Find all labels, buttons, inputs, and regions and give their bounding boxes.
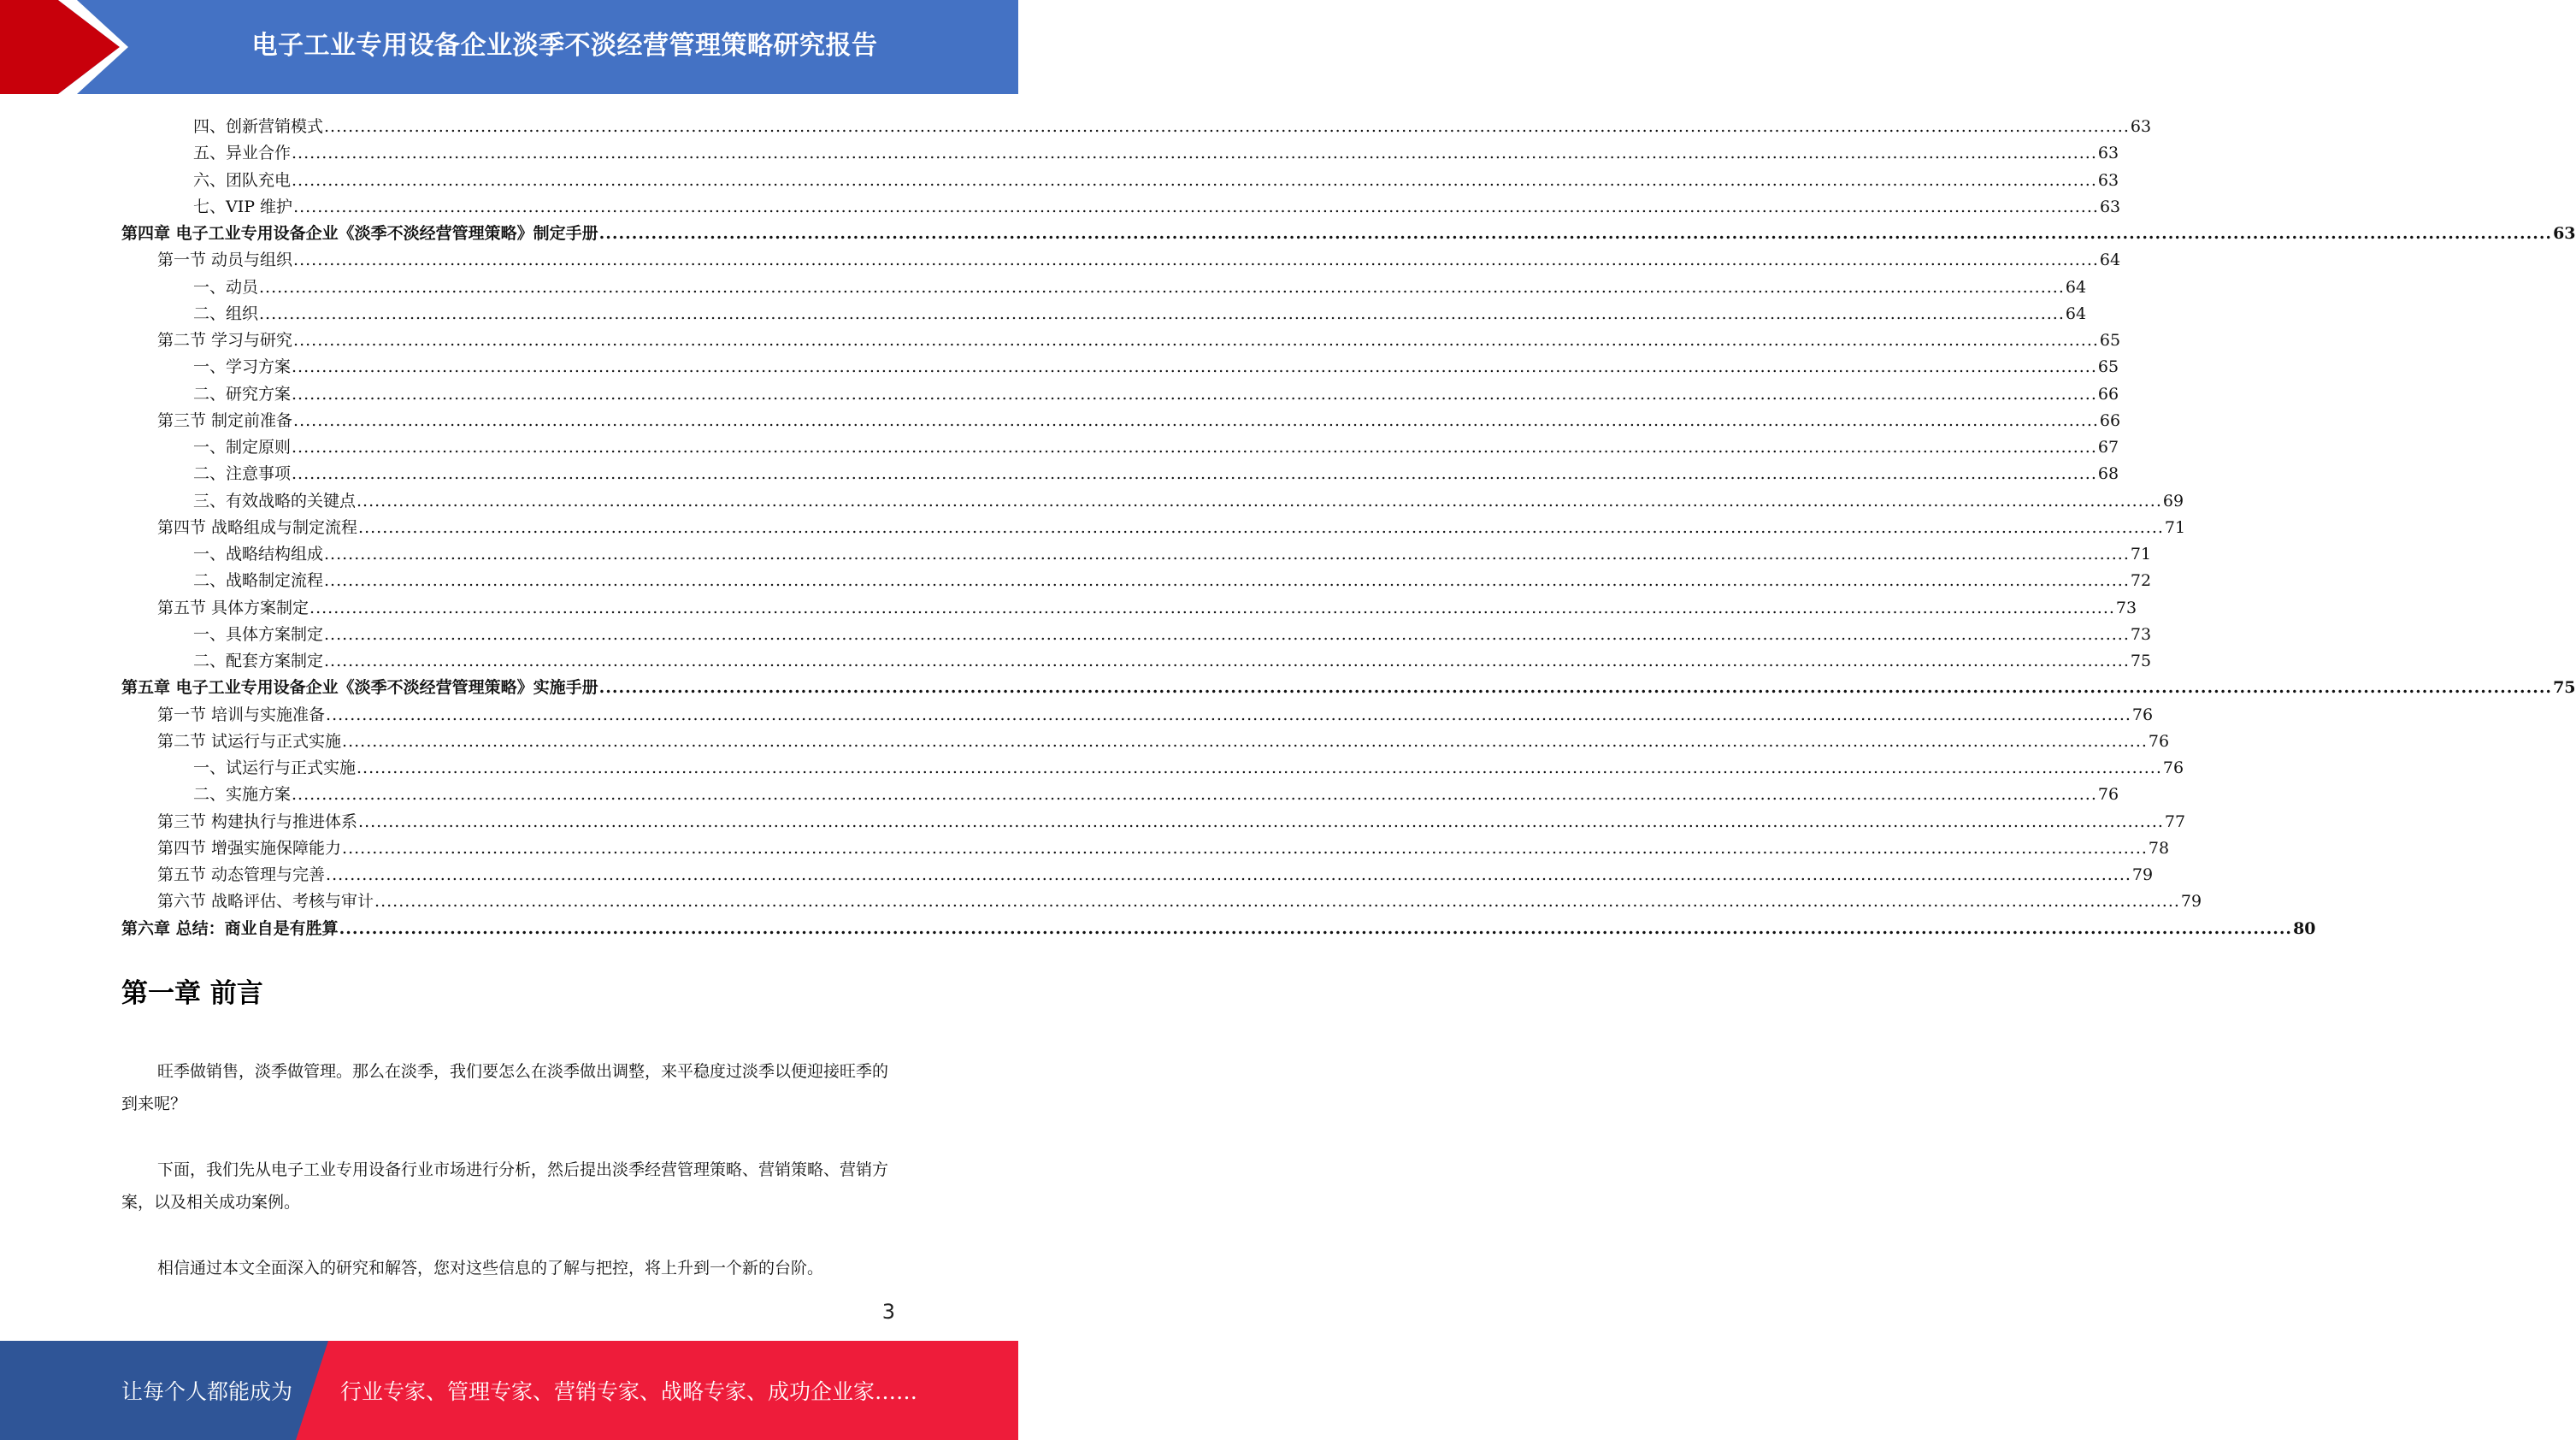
toc-subsection-entry[interactable] [193, 430, 2119, 457]
toc-subsection-entry[interactable] [193, 109, 2152, 136]
toc-dot-leader: ............................................................................................................................................................................................................................................................................................................ [293, 251, 2099, 270]
toc-page-number: 73 [2130, 624, 2152, 644]
toc-section-entry[interactable] [157, 724, 2170, 751]
toc-entry-title: 第五节 具体方案制定 [157, 598, 309, 617]
toc-dot-leader: ............................................................................................................................................................................................................................................................................................................ [357, 491, 2162, 510]
toc-subsection-entry[interactable] [193, 377, 2119, 404]
toc-subsection-entry[interactable] [193, 644, 2152, 670]
toc-page-number: 71 [2130, 545, 2152, 564]
toc-section-entry[interactable] [157, 831, 2170, 858]
toc-entry-title: 第五章 电子工业专用设备企业《淡季不淡经营管理策略》实施手册 [121, 678, 598, 698]
toc-entry-title: 七、VIP 维护 [193, 197, 293, 216]
toc-dot-leader: ............................................................................................................................................................................................................................................................................................................ [357, 758, 2162, 777]
toc-section-entry[interactable] [157, 323, 2121, 350]
toc-subsection-entry[interactable] [193, 537, 2152, 564]
toc-dot-leader: ............................................................................................................................................................................................................................................................................................................ [358, 517, 2164, 537]
toc-page-number: 79 [2131, 865, 2154, 884]
toc-dot-leader: ............................................................................................................................................................................................................................................................................................................ [292, 357, 2097, 377]
toc-dot-leader: ............................................................................................................................................................................................................................................................................................................ [292, 384, 2097, 404]
toc-entry-title: 五、异业合作 [193, 144, 292, 163]
toc-dot-leader: ............................................................................................................................................................................................................................................................................................................ [292, 438, 2097, 457]
toc-dot-leader: ............................................................................................................................................................................................................................................................................................................ [293, 410, 2099, 430]
toc-dot-leader: ............................................................................................................................................................................................................................................................................................................ [292, 464, 2097, 484]
toc-page-number: 72 [2130, 571, 2152, 591]
toc-dot-leader: ............................................................................................................................................................................................................................................................................................................ [342, 731, 2148, 751]
toc-entry-title: 第三节 构建执行与推进体系 [157, 811, 358, 831]
toc-subsection-entry[interactable] [193, 484, 2184, 510]
toc-dot-leader: ............................................................................................................................................................................................................................................................................................................ [292, 144, 2097, 163]
toc-section-entry[interactable] [157, 510, 2186, 537]
toc-section-entry[interactable] [157, 805, 2186, 831]
report-title: 电子工业专用设备企业淡季不淡经营管理策略研究报告 [251, 31, 878, 61]
toc-entry-title: 一、具体方案制定 [193, 624, 324, 644]
toc-dot-leader: ............................................................................................................................................................................................................................................................................................................ [358, 811, 2164, 831]
toc-dot-leader: ............................................................................................................................................................................................................................................................................................................ [374, 892, 2180, 912]
toc-section-entry[interactable] [157, 404, 2121, 430]
toc-subsection-entry[interactable] [193, 163, 2119, 190]
toc-entry-title: 六、团队充电 [193, 170, 292, 190]
toc-page-number: 63 [2099, 197, 2121, 216]
toc-dot-leader: ............................................................................................................................................................................................................................................................................................................ [309, 598, 2115, 617]
toc-entry-title: 二、战略制定流程 [193, 571, 324, 591]
toc-dot-leader: ............................................................................................................................................................................................................................................................................................................ [326, 705, 2131, 724]
toc-page-number: 65 [2099, 331, 2121, 350]
toc-entry-title: 一、试运行与正式实施 [193, 758, 357, 777]
toc-page-number: 73 [2115, 598, 2137, 617]
toc-page-number: 63 [2553, 224, 2576, 243]
toc-subsection-entry[interactable] [193, 617, 2152, 644]
toc-page-number: 65 [2097, 357, 2119, 377]
toc-dot-leader: ............................................................................................................................................................................................................................................................................................................ [324, 117, 2130, 136]
paragraph-3: 相信通过本文全面深入的研究和解答，您对这些信息的了解与把控，将上升到一个新的台阶。 [157, 1259, 824, 1278]
toc-page-number: 77 [2164, 811, 2186, 831]
toc-section-entry[interactable] [157, 243, 2121, 270]
toc-entry-title: 一、动员 [193, 277, 259, 297]
toc-entry-title: 二、实施方案 [193, 785, 292, 805]
toc-entry-title: 第四节 战略组成与制定流程 [157, 517, 358, 537]
toc-page-number: 76 [2097, 785, 2119, 805]
toc-dot-leader: ............................................................................................................................................................................................................................................................................................................ [598, 224, 2553, 243]
toc-chapter-entry[interactable] [121, 216, 2576, 243]
toc-page-number: 76 [2148, 731, 2170, 751]
toc-dot-leader: ............................................................................................................................................................................................................................................................................................................ [342, 838, 2148, 858]
toc-entry-title: 二、配套方案制定 [193, 652, 324, 670]
toc-page-number: 68 [2097, 464, 2119, 484]
toc-entry-title: 二、研究方案 [193, 384, 292, 404]
toc-entry-title: 第五节 动态管理与完善 [157, 865, 326, 884]
toc-entry-title: 一、战略结构组成 [193, 545, 324, 564]
toc-subsection-entry[interactable] [193, 564, 2152, 591]
toc-dot-leader: ............................................................................................................................................................................................................................................................................................................ [292, 170, 2097, 190]
chapter-heading: 第一章 前言 [121, 978, 263, 1009]
page-header [0, 0, 1018, 94]
toc-section-entry[interactable] [157, 858, 2154, 884]
toc-page-number: 64 [2065, 277, 2087, 297]
page-footer [0, 1341, 1018, 1440]
toc-subsection-entry[interactable] [193, 751, 2184, 777]
toc-entry-title: 四、创新营销模式 [193, 117, 324, 136]
toc-page-number: 66 [2097, 384, 2119, 404]
toc-page-number: 63 [2130, 117, 2152, 136]
toc-dot-leader: ............................................................................................................................................................................................................................................................................................................ [339, 918, 2293, 938]
toc-dot-leader: ............................................................................................................................................................................................................................................................................................................ [324, 571, 2130, 591]
footer-slogan-right: 行业专家、管理专家、营销专家、战略专家、成功企业家…… [340, 1379, 918, 1404]
toc-entry-title: 第二节 试运行与正式实施 [157, 731, 342, 751]
toc-dot-leader: ............................................................................................................................................................................................................................................................................................................ [259, 277, 2065, 297]
toc-subsection-entry[interactable] [193, 350, 2119, 377]
toc-page-number: 64 [2099, 251, 2121, 270]
toc-subsection-entry[interactable] [193, 457, 2119, 484]
toc-page-number: 75 [2553, 678, 2576, 698]
toc-page-number: 66 [2099, 410, 2121, 430]
footer-slogan-left: 让每个人都能成为 [121, 1379, 293, 1404]
toc-page-number: 64 [2065, 304, 2087, 323]
toc-entry-title: 一、制定原则 [193, 438, 292, 457]
toc-dot-leader: ............................................................................................................................................................................................................................................................................................................ [324, 624, 2130, 644]
toc-subsection-entry[interactable] [193, 136, 2119, 163]
toc-page-number: 78 [2148, 838, 2170, 858]
toc-dot-leader: ............................................................................................................................................................................................................................................................................................................ [324, 545, 2130, 564]
toc-subsection-entry[interactable] [193, 270, 2087, 297]
page-number: 3 [881, 1300, 895, 1324]
toc-entry-title: 第六节 战略评估、考核与审计 [157, 892, 374, 912]
toc-dot-leader: ............................................................................................................................................................................................................................................................................................................ [293, 331, 2099, 350]
toc-entry-title: 第三节 制定前准备 [157, 410, 293, 430]
toc-entry-title: 第二节 学习与研究 [157, 331, 293, 350]
toc-entry-title: 二、组织 [193, 304, 259, 323]
toc-chapter-entry[interactable] [121, 670, 2576, 698]
toc-dot-leader: ............................................................................................................................................................................................................................................................................................................ [324, 652, 2130, 670]
toc-entry-title: 第四章 电子工业专用设备企业《淡季不淡经营管理策略》制定手册 [121, 224, 598, 243]
toc-page-number: 63 [2097, 144, 2119, 163]
toc-page-number: 76 [2162, 758, 2184, 777]
toc-entry-title: 三、有效战略的关键点 [193, 491, 357, 510]
toc-section-entry[interactable] [157, 698, 2154, 724]
toc-page-number: 69 [2162, 491, 2184, 510]
toc-dot-leader: ............................................................................................................................................................................................................................................................................................................ [259, 304, 2065, 323]
toc-subsection-entry[interactable] [193, 777, 2119, 805]
toc-dot-leader: ............................................................................................................................................................................................................................................................................................................ [293, 197, 2099, 216]
toc-subsection-entry[interactable] [193, 190, 2121, 216]
toc-entry-title: 二、注意事项 [193, 464, 292, 484]
toc-page-number: 80 [2293, 918, 2316, 938]
toc-page-number: 75 [2130, 652, 2152, 670]
toc-section-entry[interactable] [157, 884, 2202, 912]
toc-dot-leader: ............................................................................................................................................................................................................................................................................................................ [326, 865, 2131, 884]
toc-section-entry[interactable] [157, 591, 2137, 617]
toc-entry-title: 第六章 总结：商业自是有胜算 [121, 918, 339, 938]
paragraph-1: 旺季做销售，淡季做管理。那么在淡季，我们要怎么在淡季做出调整，来平稳度过淡季以便迎接旺季的到来呢？ [121, 1062, 889, 1113]
toc-entry-title: 一、学习方案 [193, 357, 292, 377]
toc-page-number: 76 [2131, 705, 2154, 724]
toc-page-number: 63 [2097, 170, 2119, 190]
toc-dot-leader: ............................................................................................................................................................................................................................................................................................................ [598, 678, 2553, 698]
toc-dot-leader: ............................................................................................................................................................................................................................................................................................................ [292, 785, 2097, 805]
toc-chapter-entry[interactable] [121, 912, 2316, 938]
toc-page-number: 79 [2180, 892, 2202, 912]
toc-subsection-entry[interactable] [193, 297, 2087, 323]
toc-entry-title: 第一节 动员与组织 [157, 251, 293, 270]
toc-page-number: 67 [2097, 438, 2119, 457]
paragraph-2: 下面，我们先从电子工业专用设备行业市场进行分析，然后提出淡季经营管理策略、营销策略、营销方案，以及相关成功案例。 [121, 1160, 889, 1212]
toc-entry-title: 第一节 培训与实施准备 [157, 705, 326, 724]
toc-page-number: 71 [2164, 517, 2186, 537]
toc-entry-title: 第四节 增强实施保障能力 [157, 838, 342, 858]
